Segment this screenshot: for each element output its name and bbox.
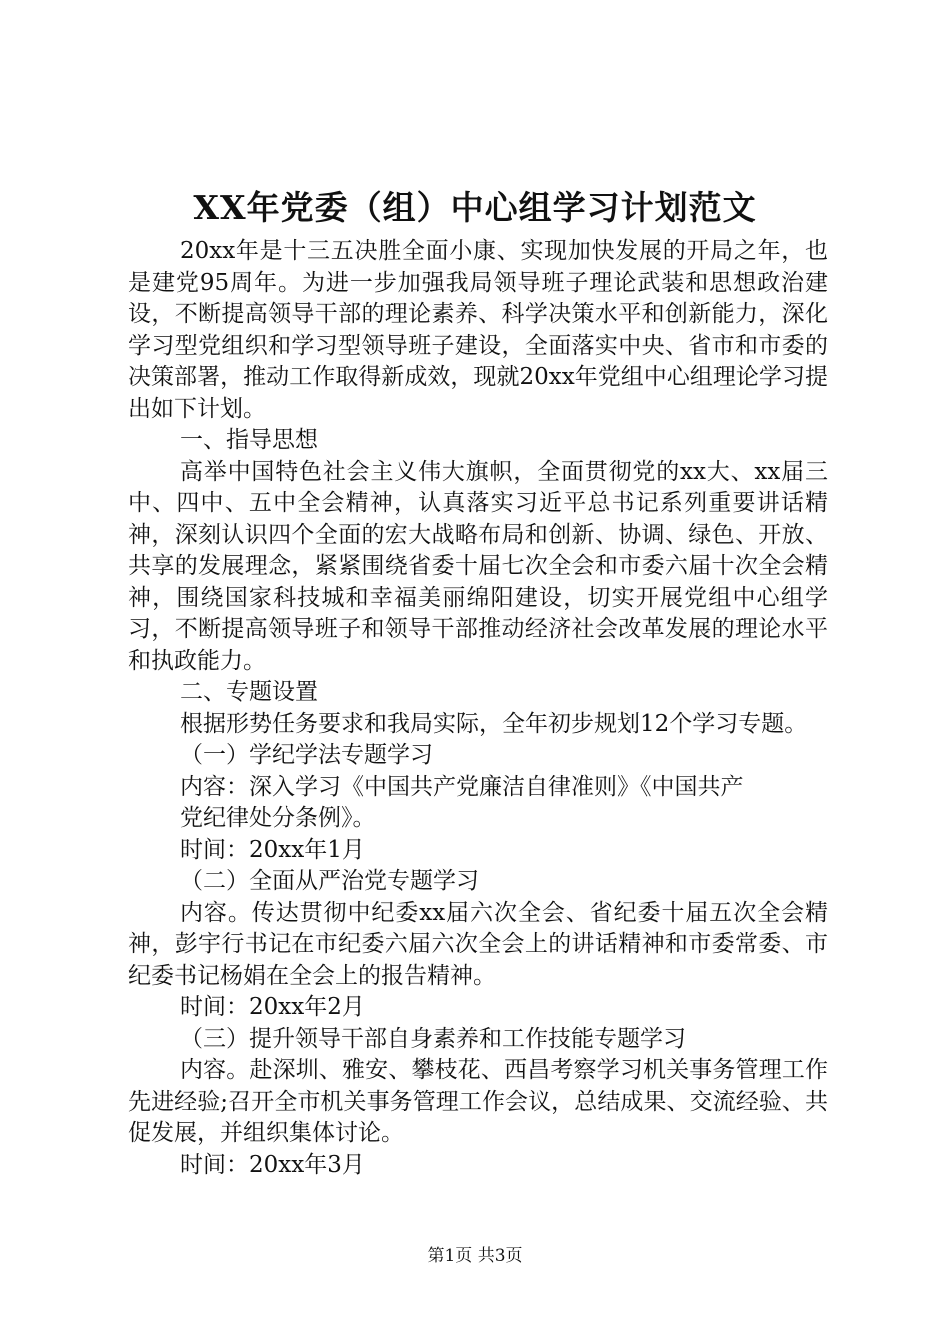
topic2-time: 时间：20xx年2月 bbox=[180, 994, 365, 1020]
topic3-content: 内容。赴深圳、雅安、攀枝花、西昌考察学习机关事务管理工作先进经验;召开全市机关事务管理工作会议，总结成果、交流经验、共促发展，并组织集体讨论。 bbox=[128, 1057, 828, 1146]
topic1-content-line1: 内容：深入学习《中国共产党廉洁自律准则》《中国共产 bbox=[180, 773, 744, 800]
topic1-title: （一）学纪学法专题学习 bbox=[180, 742, 433, 768]
document-body bbox=[128, 236, 828, 1181]
topic2-title: （二）全面从严治党专题学习 bbox=[180, 868, 479, 894]
guiding-thought-paragraph: 高举中国特色社会主义伟大旗帜，全面贯彻党的xx大、xx届三中、四中、五中全会精神，认真落实习近平总书记系列重要讲话精神，深刻认识四个全面的宏大战略布局和创新、协调、绿色、开放、共享的发展理念，紧紧围绕省委十届七次全会和市委六届十次全会精神，围绕国家科技城和幸福美丽绵阳建设，切实开展党组中心组学习，不断提高领导班子和领导干部推动经济社会改革发展的理论水平和执政能力。 bbox=[128, 458, 828, 674]
topic2-content: 内容。传达贯彻中纪委xx届六次全会、省纪委十届五次全会精神，彭宇行书记在市纪委六届六次全会上的讲话精神和市委常委、市纪委书记杨娟在全会上的报告精神。 bbox=[128, 899, 828, 989]
topic1-content bbox=[128, 772, 828, 835]
topic3-time: 时间：20xx年3月 bbox=[180, 1151, 365, 1178]
topic3-title: （三）提升领导干部自身素养和工作技能专题学习 bbox=[180, 1025, 686, 1052]
section-heading-topic-settings: 二、专题设置 bbox=[180, 679, 318, 705]
topic1-content-line2: 党纪律处分条例》。 bbox=[180, 805, 376, 831]
page-footer: 第1页 共3页 bbox=[427, 1246, 523, 1266]
document-title: XX年党委（组）中心组学习计划范文 bbox=[193, 188, 757, 227]
topics-intro-paragraph: 根据形势任务要求和我局实际，全年初步规划12个学习专题。 bbox=[180, 710, 808, 737]
intro-paragraph: 20xx年是十三五决胜全面小康、实现加快发展的开局之年，也是建党95周年。为进一步加强我局领导班子理论武装和思想政治建设，不断提高领导干部的理论素养、科学决策水平和创新能力，深化学习型党组织和学习型领导班子建设，全面落实中央、省市和市委的决策部署，推动工作取得新成效，现就20xx年党组中心组理论学习提出如下计划。 bbox=[128, 238, 828, 422]
topic1-time: 时间：20xx年1月 bbox=[180, 836, 365, 863]
section-heading-guiding-thought: 一、指导思想 bbox=[180, 427, 318, 453]
